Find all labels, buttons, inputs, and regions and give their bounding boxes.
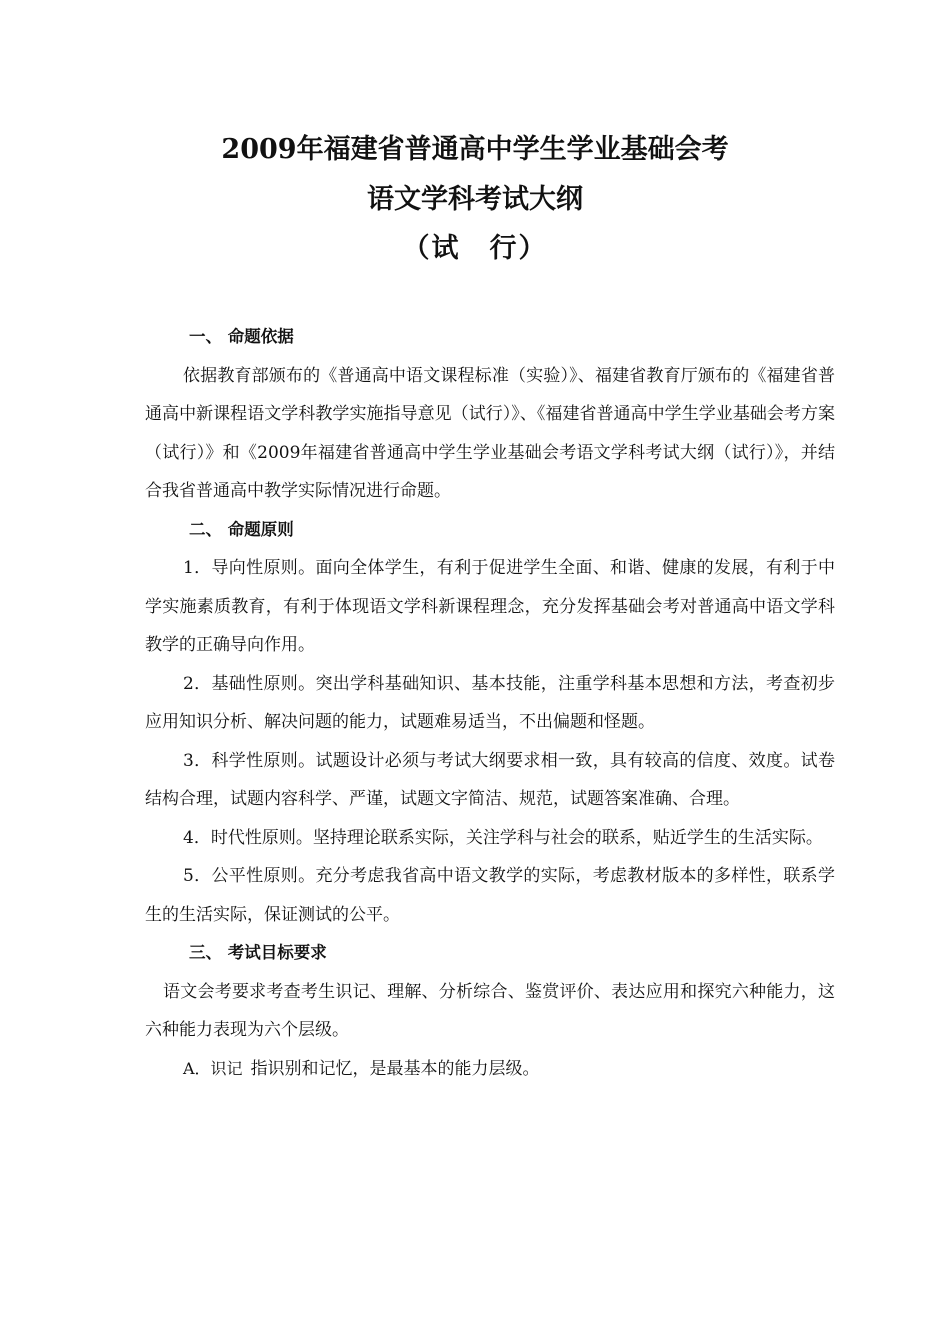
- section-heading-principles: 二、 命题原则: [189, 519, 294, 539]
- level-a-label: A．识记: [183, 1058, 243, 1078]
- paragraph-basis: 依据教育部颁布的《普通高中语文课程标准（实验）》、福建省教育厅颁布的《福建省普通高中新课程语文学科教学实施指导意见（试行）》、《福建省普通高中学生学业基础会考方案（试行）》和《2009年福建省普通高中学生学业基础会考语文学科考试大纲（试行）》，并结合我省普通高中教学实际情况进行命题。: [145, 365, 835, 501]
- paragraph-principle-1: 1．导向性原则。面向全体学生，有利于促进学生全面、和谐、健康的发展，有利于中学实施素质教育，有利于体现语文学科新课程理念，充分发挥基础会考对普通高中语文学科教学的正确导向作用。: [145, 558, 835, 655]
- paragraph-principle-2: 2．基础性原则。突出学科基础知识、基本技能，注重学科基本思想和方法，考查初步应用知识分析、解决问题的能力，试题难易适当，不出偏题和怪题。: [145, 673, 835, 732]
- document-subtitle: 语文学科考试大纲: [367, 184, 583, 215]
- paragraph-level-a: [145, 1050, 835, 1089]
- section-heading-objectives: 三、 考试目标要求: [189, 943, 327, 962]
- level-a-text: 指识别和记忆，是最基本的能力层级。: [250, 1058, 540, 1079]
- paragraph-objectives: 语文会考要求考查考生识记、理解、分析综合、鉴赏评价、表达应用和探究六种能力，这六种能力表现为六个层级。: [145, 981, 835, 1040]
- trial-label: （试 行）: [402, 233, 548, 264]
- document-body: [145, 318, 835, 1088]
- paragraph-principle-3: 3．科学性原则。试题设计必须与考试大纲要求相一致，具有较高的信度、效度。试卷结构合理，试题内容科学、严谨，试题文字简洁、规范，试题答案准确、合理。: [145, 750, 835, 809]
- document-title: 2009年福建省普通高中学生学业基础会考: [221, 134, 729, 165]
- paragraph-principle-5: 5．公平性原则。充分考虑我省高中语文教学的实际，考虑教材版本的多样性，联系学生的生活实际，保证测试的公平。: [145, 866, 835, 925]
- section-heading-basis: 一、 命题依据: [189, 327, 294, 346]
- paragraph-principle-4: 4．时代性原则。坚持理论联系实际，关注学科与社会的联系，贴近学生的生活实际。: [183, 827, 823, 848]
